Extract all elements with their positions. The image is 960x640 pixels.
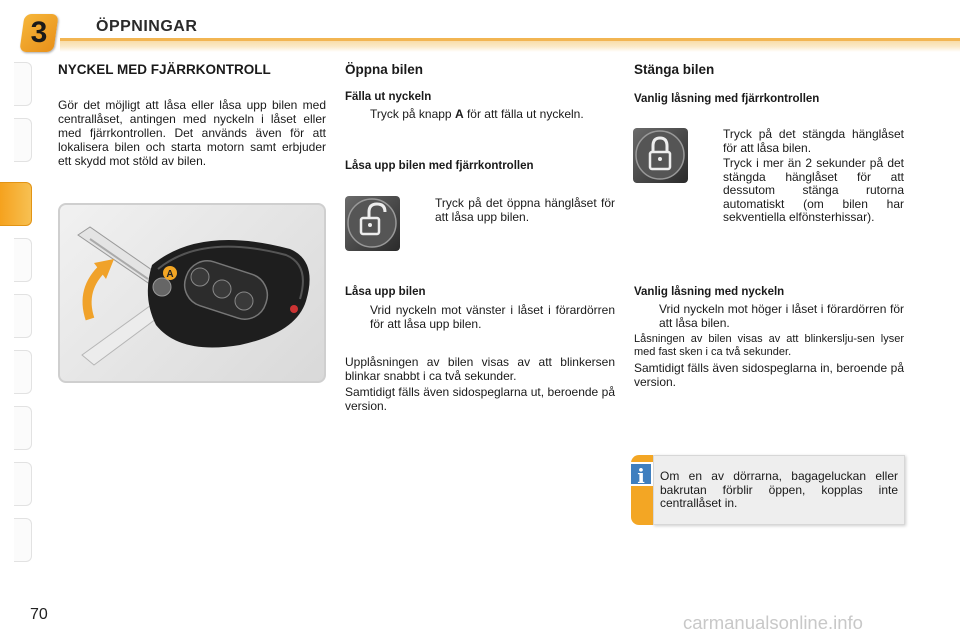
bullet-text: Tryck i mer än 2 sekunder på det stängda hänglåset för att dessutom stänga rutorna automatiskt (om bilen har sekventiella elfönsterhissar). (723, 156, 904, 224)
bullet-text: Vrid nyckeln mot vänster i låset i förardörren för att låsa upp bilen. (370, 303, 615, 331)
chapter-tab-9[interactable] (14, 518, 32, 562)
bullet-text: Tryck på knapp (370, 107, 455, 121)
footer-watermark: carmanualsonline.info (683, 612, 863, 633)
bullet-text: Vrid nyckeln mot höger i låset i förardörren för att låsa bilen. (659, 302, 904, 330)
heading-unfold-key: Fälla ut nyckeln (345, 91, 432, 103)
info-text: Om en av dörrarna, bagageluckan eller bakrutan förblir öppen, kopplas inte centrallåset in. (660, 469, 898, 510)
section-title-open-car: Öppna bilen (345, 62, 424, 77)
bullet-unfold-key (345, 108, 615, 122)
header-rule (60, 38, 960, 52)
page-number: 70 (30, 606, 48, 623)
section-title-remote-key: NYCKEL MED FJÄRRKONTROLL (58, 62, 271, 77)
chapter-tabs (0, 62, 34, 574)
button-a-label: A (166, 269, 174, 280)
page-title: ÖPPNINGAR (96, 18, 198, 35)
chapter-tab-1[interactable] (14, 62, 32, 106)
closed-padlock-icon (633, 128, 688, 183)
heading-lock-key: Vanlig låsning med nyckeln (634, 286, 785, 298)
rotate-arrow (87, 267, 104, 319)
mirrors-unfold-text: Samtidigt fälls även sidospeglarna ut, beroende på version. (345, 385, 615, 413)
key-illustration (58, 203, 326, 383)
unlock-button-image (345, 196, 400, 251)
open-padlock-icon (345, 196, 400, 251)
chapter-tab-5[interactable] (14, 294, 32, 338)
lock-button-image (633, 128, 688, 183)
remote-key-description: Gör det möjligt att låsa eller låsa upp bilen med centrallåset, antingen med nyckeln i låset eller med fjärrkontrollen. Det används även för att lokalisera bilen och starta motorn samt erbjuder ett skydd mot stöld av bilen. (58, 98, 326, 168)
info-icon: i (629, 462, 653, 486)
heading-unlock-remote: Låsa upp bilen med fjärrkontrollen (345, 160, 534, 172)
key-fob-illustration (60, 205, 324, 381)
heading-lock-remote: Vanlig låsning med fjärrkontrollen (634, 93, 820, 105)
bullet-key-a: A (454, 107, 464, 121)
chapter-tab-6[interactable] (14, 350, 32, 394)
section-title-close-car: Stänga bilen (634, 62, 715, 77)
lock-indication-text: Låsningen av bilen visas av att blinkerslju-sen lyser med fast sken i ca två sekunder. (634, 333, 904, 358)
bullet-unlock-remote (410, 197, 615, 224)
bullet-lock-key (634, 303, 904, 330)
chapter-number: 3 (30, 16, 48, 49)
chapter-tab-7[interactable] (14, 406, 32, 450)
chapter-tab-3[interactable] (0, 182, 32, 226)
bullet-lock-remote (698, 128, 904, 155)
chapter-tab-2[interactable] (14, 118, 32, 162)
bullet-text: Tryck på det öppna hänglåset för att låsa upp bilen. (435, 196, 615, 224)
bullet-text: Tryck på det stängda hänglåset för att låsa bilen. (723, 127, 904, 155)
bullet-lock-windows (698, 157, 904, 225)
chapter-tab-4[interactable] (14, 238, 32, 282)
bullet-unlock-car (345, 304, 615, 331)
mirrors-fold-text: Samtidigt fälls även sidospeglarna in, beroende på version. (634, 361, 904, 389)
chapter-tab-8[interactable] (14, 462, 32, 506)
unlock-indication-text: Upplåsningen av bilen visas av att blinkersen blinkar snabbt i ca två sekunder. (345, 355, 615, 383)
heading-unlock-car: Låsa upp bilen (345, 286, 426, 298)
bullet-text: för att fälla ut nyckeln. (463, 107, 584, 121)
key-fob-body (148, 240, 310, 348)
